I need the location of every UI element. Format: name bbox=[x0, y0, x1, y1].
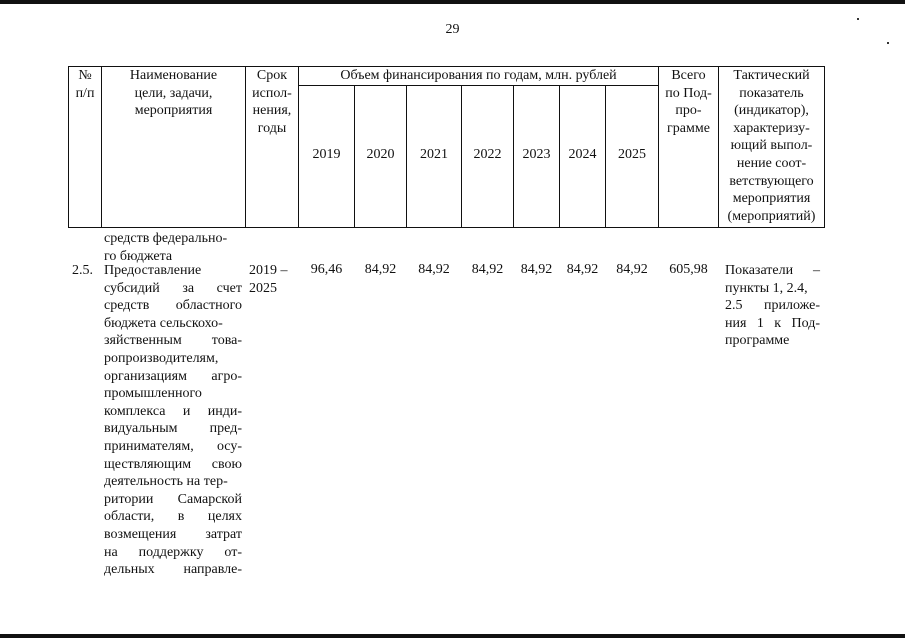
row-name-line: ритории Самарской bbox=[104, 491, 242, 507]
header-total-line: по Под- bbox=[665, 85, 712, 101]
row-name-line: ществляющим свою bbox=[104, 456, 242, 472]
header-number-line: № bbox=[78, 68, 92, 83]
header-term-line: испол- bbox=[252, 85, 292, 101]
row-name-line: средств областного bbox=[104, 298, 242, 314]
header-indicator-line: ветствующего bbox=[729, 173, 814, 189]
continuation-line: го бюджета bbox=[104, 248, 173, 264]
continuation-text bbox=[104, 230, 242, 265]
row-name-line: видуальным пред- bbox=[104, 421, 242, 437]
row-name-line: организациям агро- bbox=[104, 368, 242, 384]
value-total: 605,98 bbox=[669, 262, 708, 277]
header-total-line: про- bbox=[675, 103, 702, 119]
row-name-line: комплекса и инди- bbox=[104, 403, 242, 419]
header-term-line: годы bbox=[257, 120, 287, 136]
header-indicator bbox=[719, 67, 824, 225]
row-indicator-line: 2.5 приложе- bbox=[725, 298, 820, 314]
row-name-line: Предоставление bbox=[104, 263, 202, 278]
row-indicator-line: ния 1 к Под- bbox=[725, 315, 820, 331]
header-indicator-line: показатель bbox=[739, 85, 804, 101]
bottom-border bbox=[0, 634, 905, 638]
scan-speck bbox=[857, 18, 859, 20]
row-name-line: субсидий за счет bbox=[104, 280, 242, 296]
header-name-line: мероприятия bbox=[134, 103, 213, 119]
header-name-line: Наименование bbox=[129, 68, 218, 83]
row-indicator-line: программе bbox=[725, 333, 790, 349]
row-name-line: принимателям, осу- bbox=[104, 438, 242, 454]
row-number: 2.5. bbox=[72, 263, 93, 278]
header-term bbox=[246, 67, 298, 137]
year-2019: 2019 bbox=[312, 147, 341, 162]
scan-speck bbox=[887, 42, 889, 44]
header-indicator-line: (индикатор), bbox=[734, 103, 809, 119]
row-name-line: дельных направле- bbox=[104, 562, 242, 578]
row-name bbox=[104, 262, 242, 579]
header-name-line: цели, задачи, bbox=[134, 85, 213, 101]
row-term-line: 2025 bbox=[249, 280, 277, 296]
row-name-line: бюджета сельскохо- bbox=[104, 315, 223, 331]
header-funding: Объем финансирования по годам, млн. рублей bbox=[340, 68, 617, 83]
header-term-line: Срок bbox=[256, 68, 288, 83]
value-2025: 84,92 bbox=[616, 262, 648, 277]
header-indicator-line: нение соот- bbox=[736, 155, 807, 171]
header-name bbox=[102, 67, 245, 120]
value-2019: 96,46 bbox=[310, 262, 343, 277]
year-2022: 2022 bbox=[473, 147, 502, 162]
value-2023: 84,92 bbox=[520, 262, 553, 277]
row-name-line: промышленного bbox=[104, 386, 202, 402]
header-total-line: грамме bbox=[667, 120, 710, 136]
row-term bbox=[249, 262, 297, 297]
funding-subheader-line bbox=[298, 85, 658, 86]
header-bottom-line bbox=[68, 227, 825, 228]
row-term-line: 2019 – bbox=[249, 263, 288, 278]
row-name-line: ропроизводителям, bbox=[104, 350, 219, 366]
header-term-line: нения, bbox=[252, 103, 292, 119]
year-2025: 2025 bbox=[618, 147, 646, 162]
page-number: 29 bbox=[445, 22, 460, 37]
header-number bbox=[69, 67, 101, 102]
header-indicator-line: Тактический bbox=[733, 68, 810, 83]
year-2023: 2023 bbox=[522, 147, 551, 162]
top-border bbox=[0, 0, 905, 4]
value-2021: 84,92 bbox=[418, 262, 450, 277]
row-name-line: на поддержку от- bbox=[104, 544, 242, 560]
header-vline bbox=[824, 66, 825, 228]
row-name-line: деятельность на тер- bbox=[104, 474, 228, 490]
row-indicator-line: Показатели – bbox=[725, 263, 820, 278]
row-name-line: области, в целях bbox=[104, 509, 242, 525]
header-total bbox=[659, 67, 718, 137]
value-2022: 84,92 bbox=[471, 262, 504, 277]
header-indicator-line: (мероприятий) bbox=[727, 208, 816, 224]
row-name-line: возмещения затрат bbox=[104, 526, 242, 542]
year-2021: 2021 bbox=[420, 147, 448, 162]
header-indicator-line: мероприятия bbox=[732, 191, 811, 207]
value-2020: 84,92 bbox=[364, 262, 397, 277]
row-indicator bbox=[725, 262, 820, 350]
header-indicator-line: характеризу- bbox=[733, 120, 810, 136]
row-indicator-line: пункты 1, 2.4, bbox=[725, 280, 808, 296]
header-indicator-line: ющий выпол- bbox=[730, 138, 813, 154]
value-2024: 84,92 bbox=[566, 262, 599, 277]
row-name-line: зяйственным това- bbox=[104, 333, 242, 349]
header-number-line: п/п bbox=[75, 85, 95, 101]
year-2020: 2020 bbox=[366, 147, 395, 162]
header-total-line: Всего bbox=[671, 68, 706, 83]
year-2024: 2024 bbox=[568, 147, 597, 162]
continuation-line: средств федерально- bbox=[104, 231, 228, 246]
